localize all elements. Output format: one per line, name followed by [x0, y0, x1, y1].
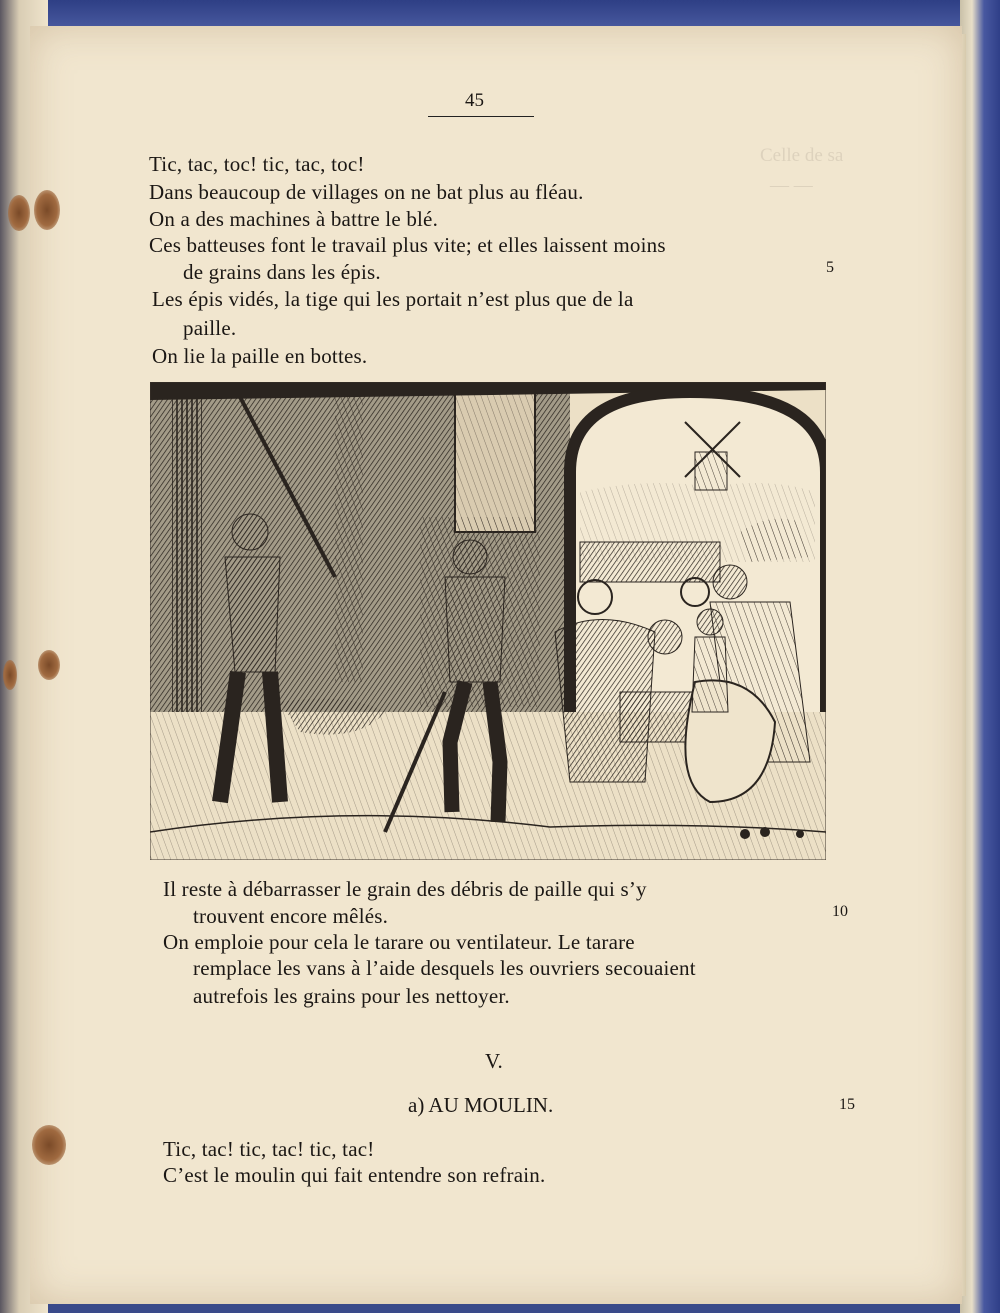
page-number: 45	[465, 90, 484, 111]
text-line: Ces batteuses font le travail plus vite; et elles laissent moins	[149, 233, 666, 257]
line-number: 10	[832, 903, 848, 920]
text-line: On emploie pour cela le tarare ou ventilateur. Le tarare	[163, 930, 635, 954]
section-title: a) AU MOULIN.	[408, 1093, 554, 1117]
bleed-through-texture: — —	[770, 175, 813, 196]
text-line: C’est le moulin qui fait entendre son refrain.	[163, 1163, 546, 1187]
stain-mark	[8, 195, 30, 231]
text-line: paille.	[183, 316, 237, 340]
stain-mark	[3, 660, 17, 690]
text-line: Il reste à débarrasser le grain des débris de paille qui s’y	[163, 877, 647, 901]
stain-mark	[34, 190, 60, 230]
bleed-through-texture: Celle de sa	[760, 145, 844, 166]
line-number: 5	[826, 259, 834, 276]
text-line: trouvent encore mêlés.	[193, 904, 389, 928]
text-line: de grains dans les épis.	[183, 260, 381, 284]
line-number: 15	[839, 1096, 855, 1113]
engraving-illustration	[150, 382, 826, 860]
text-line: remplace les vans à l’aide desquels les ouvriers secouaient	[193, 956, 696, 980]
text-line: Dans beaucoup de villages on ne bat plus au fléau.	[149, 180, 584, 204]
stain-mark	[38, 650, 60, 680]
text-line: Les épis vidés, la tige qui les portait n’est plus que de la	[152, 287, 634, 311]
stain-mark	[32, 1125, 66, 1165]
text-line: On a des machines à battre le blé.	[149, 207, 439, 231]
book-cover-right	[960, 0, 1000, 1313]
header-rule	[428, 116, 534, 117]
text-line: Tic, tac! tic, tac! tic, tac!	[163, 1137, 375, 1161]
text-line: On lie la paille en bottes.	[152, 344, 368, 368]
text-line: autrefois les grains pour les nettoyer.	[193, 984, 510, 1008]
section-number: V.	[485, 1049, 503, 1073]
text-line: Tic, tac, toc! tic, tac, toc!	[149, 152, 365, 176]
